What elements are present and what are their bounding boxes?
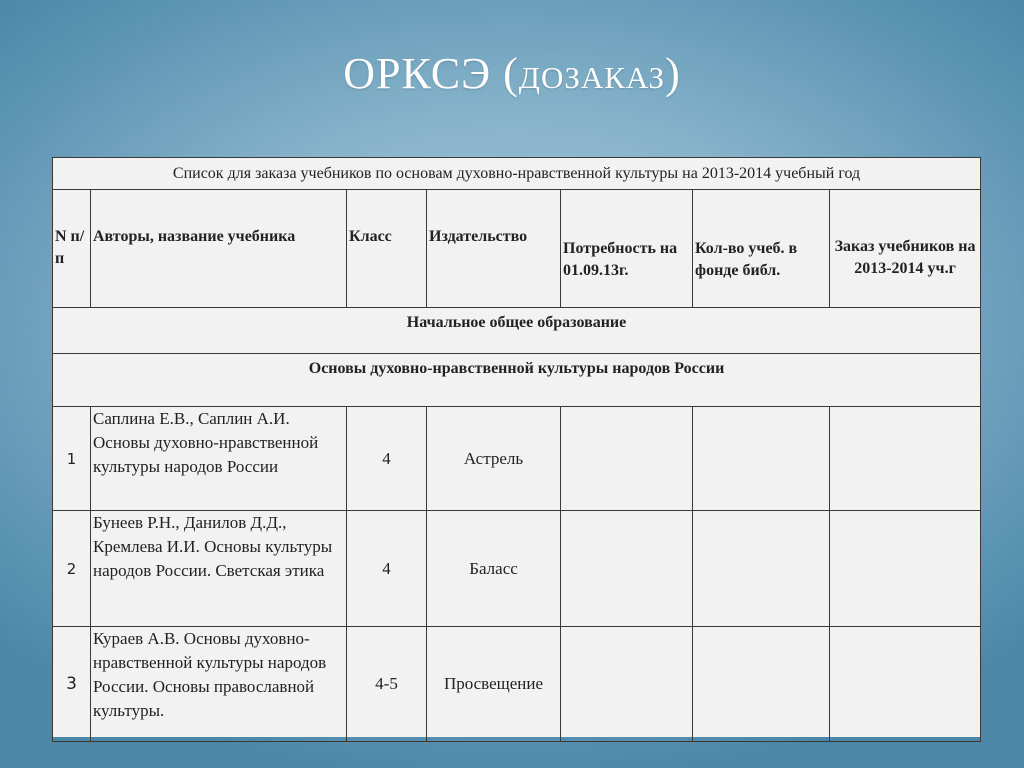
table-caption-row	[53, 158, 981, 190]
row-number: 3	[53, 627, 91, 742]
table-row	[53, 627, 981, 742]
row-order	[830, 627, 981, 742]
row-book: Саплина Е.В., Саплин А.И. Основы духовно-нравственной культуры народов России	[91, 407, 347, 511]
slide-title	[0, 46, 1024, 102]
row-publisher: Баласс	[427, 511, 561, 627]
row-class: 4-5	[347, 627, 427, 742]
row-order	[830, 511, 981, 627]
row-stock	[693, 407, 830, 511]
row-stock	[693, 511, 830, 627]
header-authors: Авторы, название учебника	[91, 190, 347, 308]
row-publisher: Просвещение	[427, 627, 561, 742]
row-book: Кураев А.В. Основы духовно-нравственной культуры народов России. Основы православной культуры.	[91, 627, 347, 742]
row-number: 2	[53, 511, 91, 627]
order-table	[52, 157, 981, 742]
header-order: Заказ учебников на 2013-2014 уч.г	[830, 190, 981, 308]
header-need: Потребность на 01.09.13г.	[561, 190, 693, 308]
section-row-primary	[53, 308, 981, 354]
order-table-container	[52, 157, 980, 737]
row-class: 4	[347, 407, 427, 511]
table-row	[53, 407, 981, 511]
section-primary-education: Начальное общее образование	[53, 308, 981, 354]
row-need	[561, 627, 693, 742]
header-stock: Кол-во учеб. в фонде библ.	[693, 190, 830, 308]
title-small-caps: дозаказ	[518, 49, 666, 98]
row-order	[830, 407, 981, 511]
table-header-row	[53, 190, 981, 308]
row-book: Бунеев Р.Н., Данилов Д.Д., Кремлева И.И. Основы культуры народов России. Светская этика	[91, 511, 347, 627]
row-number: 1	[53, 407, 91, 511]
row-stock	[693, 627, 830, 742]
row-class: 4	[347, 511, 427, 627]
row-need	[561, 511, 693, 627]
title-main: ОРКСЭ (	[343, 49, 519, 98]
row-publisher: Астрель	[427, 407, 561, 511]
row-need	[561, 407, 693, 511]
table-row	[53, 511, 981, 627]
header-class: Класс	[347, 190, 427, 308]
table-caption: Список для заказа учебников по основам духовно-нравственной культуры на 2013-2014 учебный год	[53, 158, 981, 190]
title-close: )	[665, 49, 681, 98]
section-subject: Основы духовно-нравственной культуры народов России	[53, 354, 981, 407]
header-publisher: Издательство	[427, 190, 561, 308]
section-row-subject	[53, 354, 981, 407]
header-number: N п/п	[53, 190, 91, 308]
